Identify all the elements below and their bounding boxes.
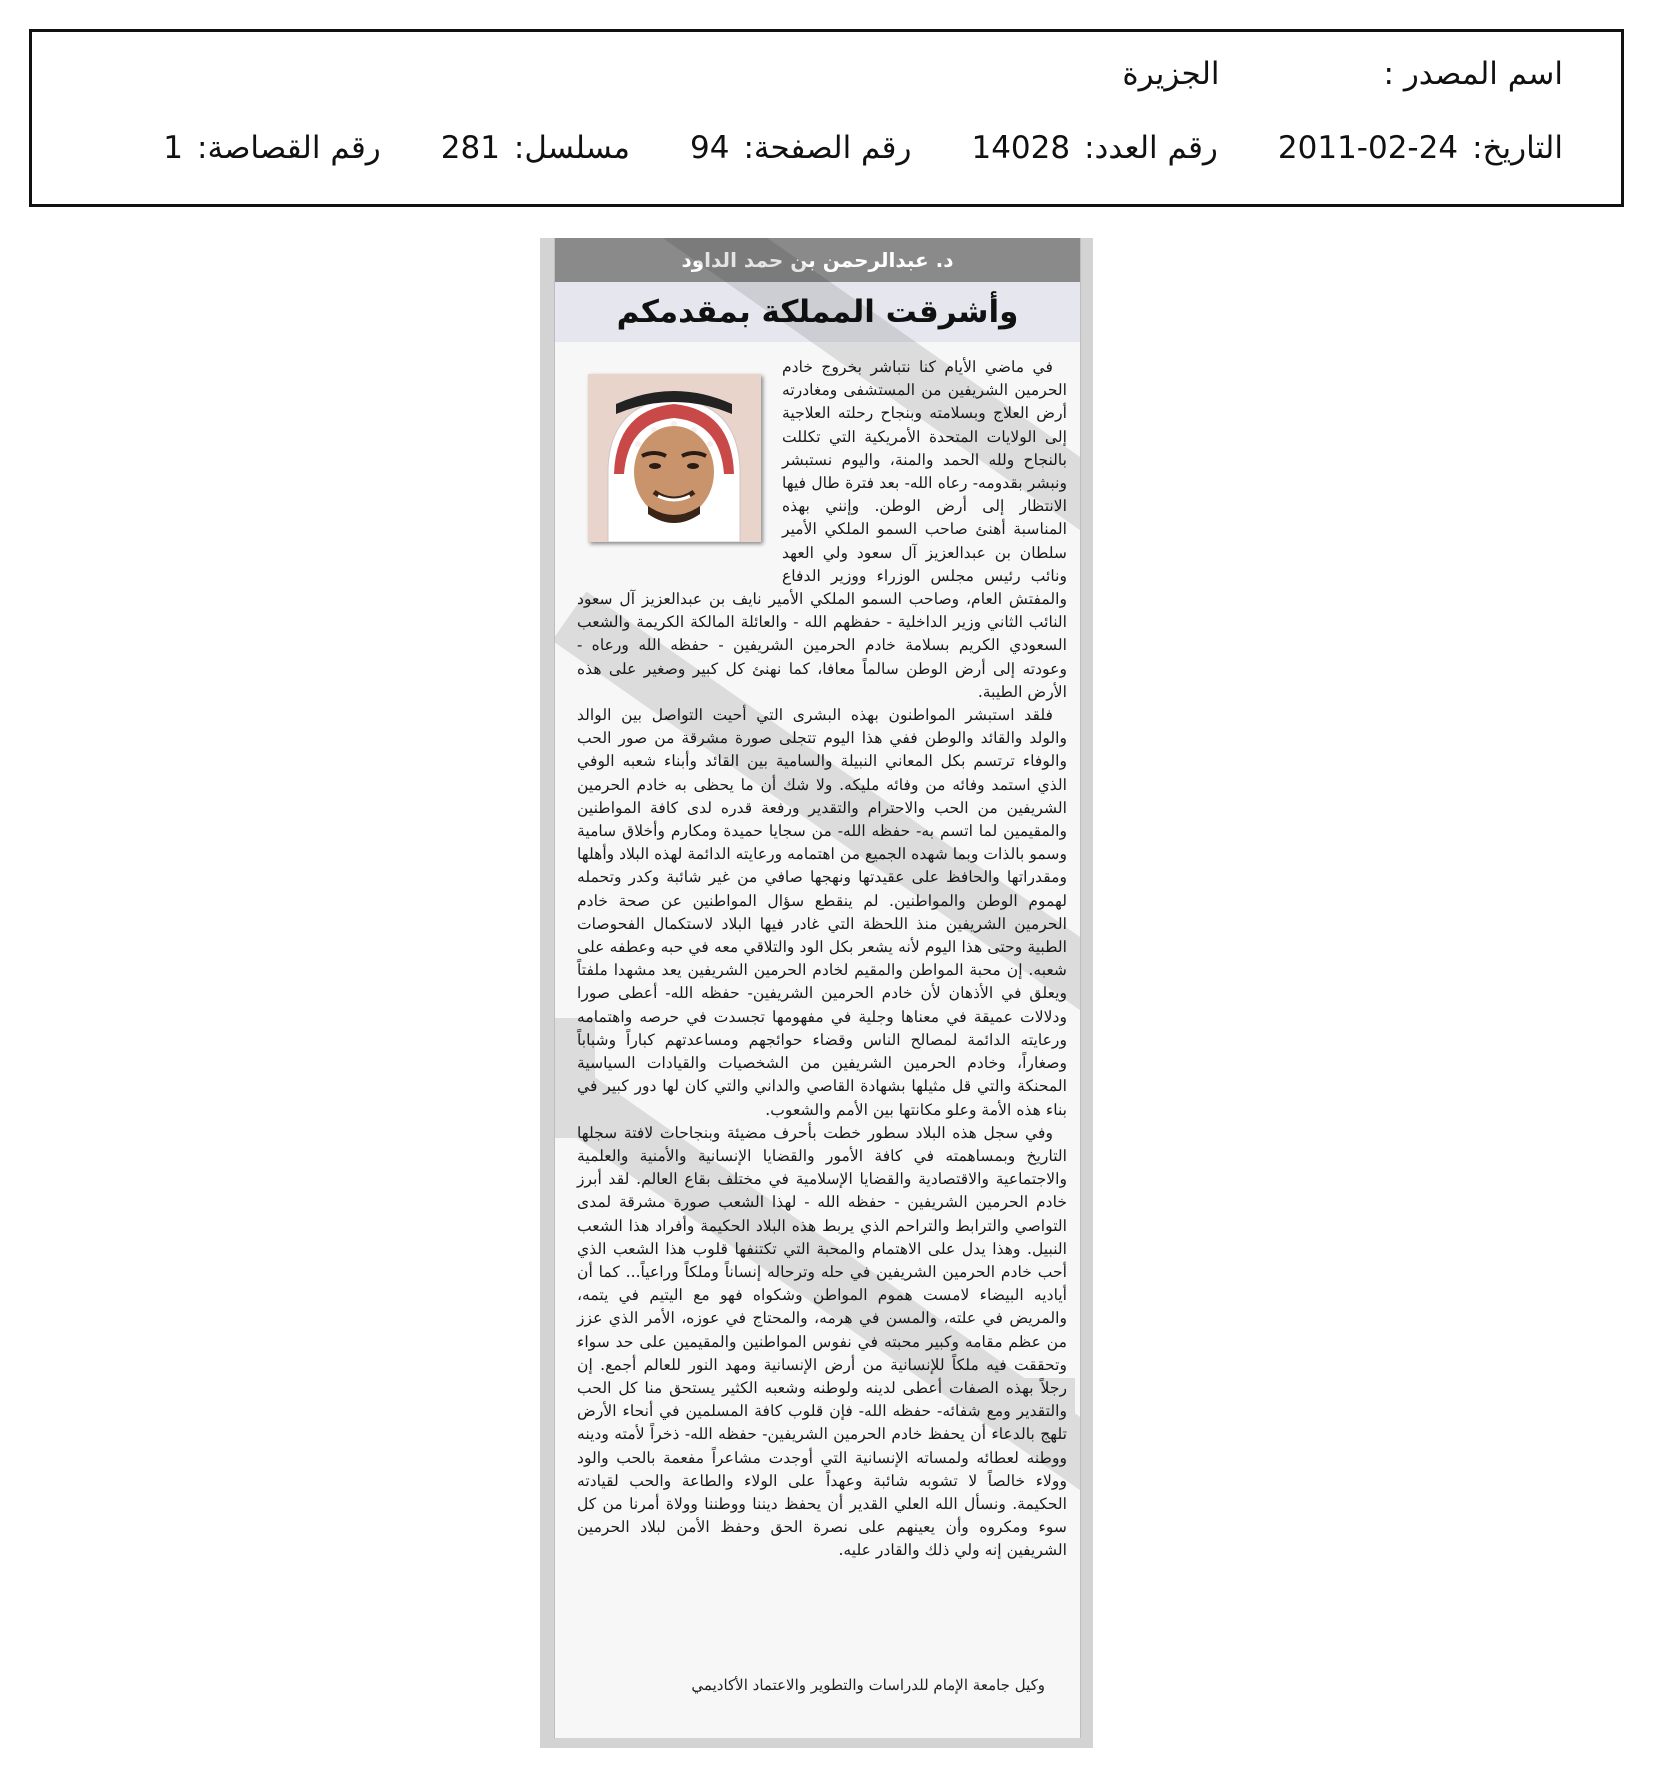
serial-value: 281 <box>440 130 500 166</box>
clip-number-value: 1 <box>163 130 184 166</box>
article-title: وأشرقت المملكة بمقدمكم <box>555 282 1080 342</box>
issue-value: 14028 <box>971 130 1071 166</box>
details-row <box>163 128 1563 168</box>
serial-label: مسلسل: <box>513 130 631 166</box>
clip-number-label: رقم القصاصة: <box>197 130 381 166</box>
article-column <box>554 238 1081 1738</box>
source-row <box>1122 54 1563 94</box>
issue-label: رقم العدد: <box>1084 130 1218 166</box>
clipping-metadata-box <box>29 29 1624 207</box>
page-label: رقم الصفحة: <box>743 130 912 166</box>
article-paragraph: في ماضي الأيام كنا نتباشر بخروج خادم الحرمين الشريفين من المستشفى ومغادرته أرض العلاج وبسلامته وبنجاح رحلته العلاجية إلى الولايات المتحدة الأمريكية التي تكللت بالنجاح ولله الحمد والمنة، واليوم نستبشر ونبشر بقدومه- رعاه الله- بعد فترة طال فيها الانتظار إلى أرض الوطن. وإنني بهذه المناسبة أهنئ صاحب السمو الملكي الأمير سلطان بن عبدالعزيز آل سعود ولي العهد ونائب رئيس مجلس الوزراء ووزير الدفاع والمفتش العام، وصاحب السمو الملكي الأمير نايف بن عبدالعزيز آل سعود النائب الثاني وزير الداخلية - حفظهم الله - والعائلة المالكة الكريمة والشعب السعودي الكريم بسلامة خادم الحرمين الشريفين - حفظه الله ورعاه - وعودته إلى أرض الوطن سالماً معافا، كما نهنئ كل كبير وصغير على هذه الأرض الطيبة. <box>577 358 1067 701</box>
date-value: 2011-02-24 <box>1277 130 1459 166</box>
page-value: 94 <box>690 130 730 166</box>
article-body <box>577 356 1067 1563</box>
newspaper-clipping <box>540 238 1093 1748</box>
article-paragraph: وفي سجل هذه البلاد سطور خطت بأحرف مضيئة وبنجاحات لافتة سجلها التاريخ وبمساهمته في كافة الأمور والقضايا الإنسانية والأمنية والعلمية والاجتماعية والاقتصادية والقضايا الإسلامية في مختلف بقاع العالم. لقد أبرز خادم الحرمين الشريفين - حفظه الله - لهذا الشعب صورة مشرقة لمدى التواصي والترابط والتراحم الذي يربط هذه البلاد الحكيمة وأفراد هذا الشعب النبيل. وهذا يدل على الاهتمام والمحبة التي تكتنفها قلوب هذا الشعب الذي أحب خادم الحرمين الشريفين في حله وترحاله إنساناً وملكاً وراعياً... كما أن أياديه البيضاء لامست هموم المواطن وشكواه فهو مع اليتيم في يتمه، والمريض في علته، والمسن في هرمه، والمحتاج في عوزه، الأمر الذي عزز من عظم مقامه وكبير محبته في نفوس المواطنين والمقيمين على حد سواء وتحققت فيه ملكاً للإنسانية من أرض الإنسانية ومهد النور للعالم أجمع. إن رجلاً بهذه الصفات أعطى لدينه ولوطنه وشعبه الكثير يستحق منا كل الحب والتقدير ومع شفائه- حفظه الله- فإن قلوب كافة المسلمين في أنحاء الأرض تلهج بالدعاء أن يحفظ خادم الحرمين الشريفين- حفظه الله- ذخراً لأمته ودينه ووطنه لعطائه ولمساته الإنسانية التي أوجدت مشاعراً مفعمة بالحب والود وولاء خالصاً لا تشوبه شائبة وعهداً على الولاء والطاعة والحب لقيادته الحكيمة. ونسأل الله العلي القدير أن يحفظ ديننا ووطننا وولاة أمرنا من كل سوء ومكروه وأن يعينهم على نصرة الحق وحفظ الأمن لبلاد الحرمين الشريفين إنه ولي ذلك والقادر عليه. <box>577 1123 1067 1560</box>
source-value: الجزيرة <box>1122 56 1220 92</box>
article-paragraph: فلقد استبشر المواطنون بهذه البشرى التي أحيت التواصل بين الوالد والولد والقائد والوطن ففي هذا اليوم تتجلى صورة مشرقة من صور الحب والوفاء ترتسم بكل المعاني النبيلة والسامية بين القائد وأبناء شعبه الوفي الذي استمد وفائه من وفائه مليكه. ولا شك أن ما يحظى به خادم الحرمين الشريفين من الحب والاحترام والتقدير ورفعة قدره لدى كافة المواطنين والمقيمين لما اتسم به- حفظه الله- من سجايا حميدة ومكارم وأخلاق سامية وسمو بالذات وبما شهده الجميع من اهتمامه ورعايته الدائمة لهذه البلاد وأهلها ومقدراتها والحافظ على عقيدتها ونهجها صافي من غير شائبة وكدر وتحمله لهموم الوطن والمواطنين. لم ينقطع سؤال المواطنين عن صحة خادم الحرمين الشريفين منذ اللحظة التي غادر فيها البلاد لاستكمال الفحوصات الطبية وحتى هذا اليوم لأنه يشعر بكل الود والتلاقي معه في حبه وعطفه على شعبه. إن محبة المواطن والمقيم لخادم الحرمين الشريفين يعد مشهدا ملفتاً ويعلق في الأذهان لأن خادم الحرمين الشريفين- حفظه الله- أعطى صورا ودلالات عميقة في معناها وجلية في مفهومها تجسدت في حرصه واهتمامه ورعايته الدائمة لمصالح الناس وقضاء حوائجهم ومساعدتهم كباراً وشباباً وصغاراً، وخادم الحرمين الشريفين من الشخصيات والقيادات السياسية المحنكة والتي قل مثيلها بشهادة القاصي والداني والتي كان لها دور كبير في بناء هذه الأمة وعلو مكانتها بين الأمم والشعوب. <box>577 706 1067 1119</box>
author-title-signoff: وكيل جامعة الإمام للدراسات والتطوير والاعتماد الأكاديمي <box>691 1676 1045 1694</box>
photo-text-wrap-spacer <box>577 356 782 569</box>
author-byline: د. عبدالرحمن بن حمد الداود <box>555 238 1080 282</box>
source-label: اسم المصدر : <box>1383 56 1563 92</box>
date-label: التاريخ: <box>1472 130 1563 166</box>
